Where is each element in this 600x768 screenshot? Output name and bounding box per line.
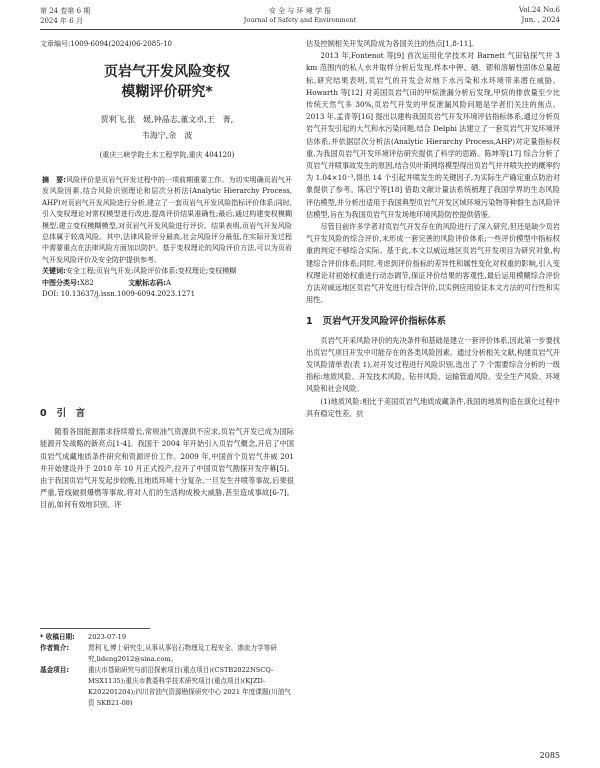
received-label: * 收稿日期: — [40, 633, 75, 641]
abstract-label: 摘 要: — [42, 176, 66, 184]
keywords-label: 关键词: — [42, 267, 66, 276]
authors-line-1: 贾利飞,张 媛,钟晶志,董文卓,王 菁, — [100, 115, 234, 124]
doi: DOI: 10.13637/j.issn.1009-6094.2023.1271 — [42, 290, 196, 299]
title-line-1: 页岩气开发风险变权 — [104, 64, 230, 80]
right-top-paragraph: 估及控制相关开发风险成为各国关注的热点[1,8-11]。 — [306, 39, 479, 48]
title-line-2: 模糊评价研究* — [121, 84, 213, 100]
footnote-fund — [40, 665, 294, 709]
volume-issue-en: Vol.24 No.6 — [518, 6, 560, 14]
keywords — [42, 266, 292, 277]
section-1-paragraph-1: 页岩气开采风险评价的先决条件和基础是建立一套评价体系,因此第一步要找出页岩气项目开发中可能存在的各类风险因素。通过分析相关文献,构建页岩气开发风险清单表(表 1),对开发过程进行风险识别,选出了 7 个需要综合分析的一级指标:地质风险、开发技术风险、钻井风险、运输管道风险、安全生产风险、环境风险和社会风险。 — [306, 335, 560, 394]
section-0-heading — [40, 408, 294, 420]
research-gap-paragraph: 尽管目前许多学者对页岩气开发存在的风险进行了深入研究,但还是缺少页岩气开发风险的综合评价,未形成一套完善的风险评价体系;一些评价模型中指标权重的判定不够综合实际。基于此,本文以威远地区页岩气开发项目为研究对象,构建综合评价体系;同时,考虑到评价指标的差异性和属性变化对权重的影响,引入变权理论对初始权重进行动态调节,保证评价结果的客观性,最后运用模糊综合评价方法对威远地区页岩气开发进行综合评价,以实例应用验证本文方法的可行性和实用性。 — [306, 222, 560, 305]
received-date: 2023-07-19 — [88, 633, 127, 641]
issue-date-en: Jun. , 2024 — [521, 16, 560, 24]
section-1-number: 1 — [306, 316, 313, 328]
section-0 — [40, 408, 294, 512]
footnote-rule — [40, 628, 150, 629]
author-bio-label: 作者简介: — [40, 644, 70, 652]
clc-label: 中图分类号: — [42, 278, 80, 287]
abstract-text: 风险评价是页岩气开发过程中的一项前期重要工作。为切实明确页岩气开发风险因素,结合风险识别理论和层次分析法(Analytic Hierarchy Process, AHP)对页岩气开发风险进行分析,建立了一套页岩气开发风险指标评价体系;同时,引入变权理论对常权模型进行改进,提高评价结果准确性;最后,通过构建变权模糊模型,建立变权模糊模型,对页岩气开发风险进行评价。结果表明,页岩气开发风险总体属于较高风险。其中,法律风险评分最高,社会风险评分最低,在实际开发过程中需要重点在法律风险方面加以防护。基于变权理论的风险评价方法,可以为页岩气开发风险评价及安全防护提供参考。 — [42, 176, 292, 264]
fund-label: 基金项目: — [40, 666, 70, 674]
doc-code-label: 文献标志码: — [128, 278, 166, 287]
article-number: 文章编号:1009-6094(2024)06-2085-10 — [40, 40, 172, 48]
right-column — [306, 38, 560, 420]
header-rule — [40, 29, 560, 30]
section-1-title: 页岩气开发风险评价指标体系 — [322, 316, 447, 328]
authors-line-2: 韦海宁,余 波 — [141, 131, 193, 140]
literature-review-paragraph: 2013 年,Fontenot 等[9] 首次运用化学技术对 Barnett 气田钻探气井 3 km 范围内的私人水井取样分析后发现,样本中钾、硒、锶和溶解性固体总量超标,研究结果表明,页岩气的开发会对地下水污染和水环境带来潜在威胁。Howarth 等[12] 对美国页岩气田的甲烷泄漏分析后发现,甲烷的排放量至少比传统天然气多 30%,页岩气开发的甲烷泄漏风险问题是学者们关注的焦点。2013 年,孟青等[16] 提出以建构我国页岩气开发环境评估指标体系,通过分析页岩气开发引起的大气和水污染问题,结合 Delphi 法建立了一套页岩气开发环境评估体系,并依据层次分析法(Analytic Hierarchy Process,AHP)对定量指标权重,为我国页岩气开发环境评估研究提供了科学的思路。陈坤等[17] 综合分析了页岩气井喷事故发生的原因,结合贝叶斯网络模型得出页岩气井井喷失控的概率约为 1.04×10⁻³,得出 14 个引起井喷发生的关键因子,为实际生产确定重点防治对象提供了参考。陈启宁等[18] 借助文献计量法系统梳理了我国学界的生态风险评估模型,并分析出适用于我国典型页岩气开发区域环境污染物等种群生态风险评估模型,旨在为我国页岩气开发场地环境风险防控提供借鉴。 — [306, 51, 560, 219]
volume-issue: 第 24 卷第 6 期 — [40, 7, 91, 15]
clc-value: X82 — [79, 278, 94, 287]
journal-name-cn: 安 全 与 环 境 学 报 — [268, 7, 332, 15]
footnote-author — [40, 643, 294, 665]
section-1-paragraph-2: (1)地质风险:相比于美国页岩气地质成藏条件,我国的地质构造在演化过程中具有稳定性差、抗 — [306, 396, 560, 418]
section-0-title: 引 言 — [56, 408, 86, 419]
journal-name-en: Journal of Safety and Environment — [243, 16, 357, 24]
footnote — [40, 632, 294, 709]
issue-date: 2024 年 6 月 — [40, 17, 83, 25]
fund-text: 重庆市基础研究与前沿探索项目(重点项目)(CSTB2022NSCQ-MSX1135);重庆市教委科学技术研究项目(重点项目)(KJZD-K202201204);四川省油气资源勘探研究中心 2021 年度课题(川油气资 SKB21-08) — [88, 666, 291, 707]
doc-code-value: A — [165, 278, 172, 287]
footnote-received — [40, 632, 294, 643]
author-bio: 贾利飞,博士研究生,从事从事岩石物理及工程安全、渗流力学等研究,lideng2012@sina.com。 — [88, 644, 277, 663]
classification — [42, 278, 292, 289]
abstract — [42, 175, 292, 300]
paper-title — [40, 62, 294, 102]
section-1-heading — [306, 316, 560, 328]
intro-paragraph: 随着各国能源需求持续增长,常规油气资源供不应求,页岩气开发已成为国际能源开发战略的新亮点[1-4]。我国于 2004 年开始引入页岩气概念,开启了中国页岩气成藏地质条件研究和资源评价工作。2009 年,中国首个页岩气井威 201 井开始建设并于 2010 年 10 月正式投产,拉开了中国页岩气勘探开发序幕[5]。由于我国页岩气开发起步较晚,且地质环境十分复杂,一旦发生井喷等事故,后果很严重,管线破损爆燃等事故,将对人们的生活构成极大威胁,甚至造成事故[6-7]。目前,如何有效地识别、评 — [40, 427, 294, 510]
keywords-text: 安全工程;页岩气开发;风险评价体系;变权理论;变权模糊 — [65, 267, 237, 276]
section-0-number: 0 — [40, 408, 47, 419]
author-list — [40, 112, 294, 144]
page-number: 2085 — [539, 751, 560, 760]
affiliation: (重庆三峡学院土木工程学院,重庆 404120) — [99, 151, 235, 159]
